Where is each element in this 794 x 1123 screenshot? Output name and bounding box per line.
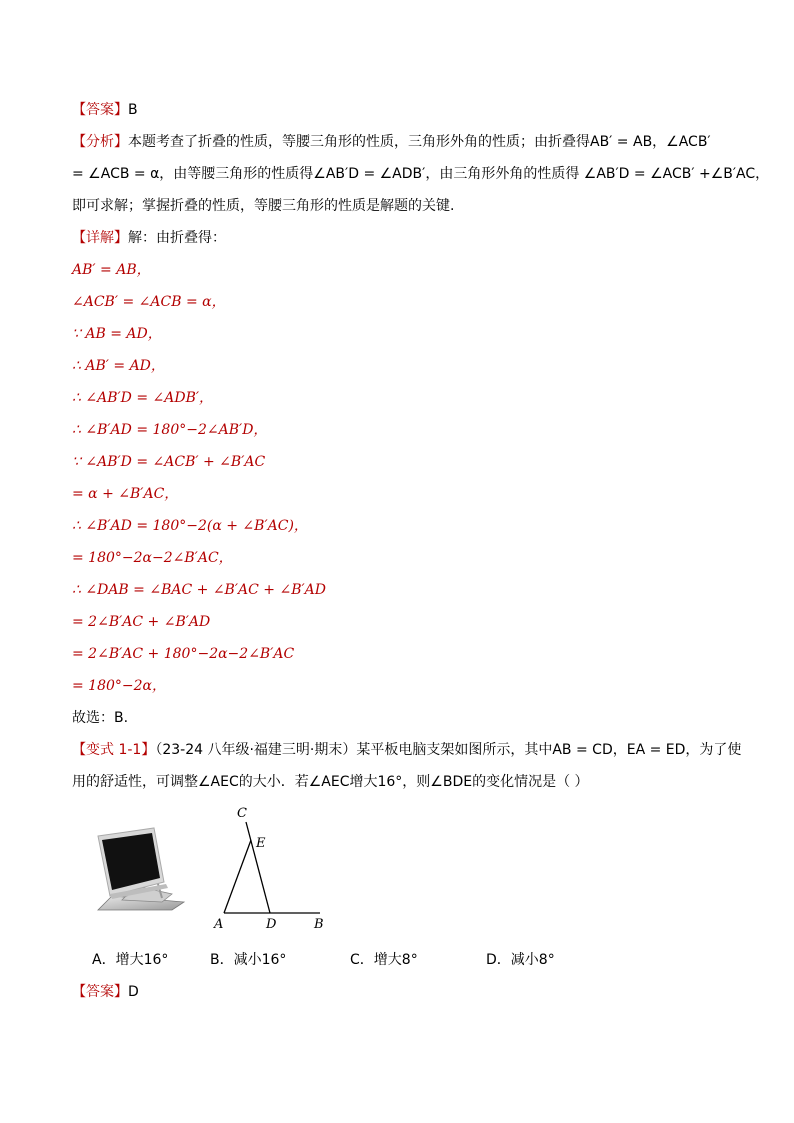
step-6: ∴ ∠B′AD = 180°−2∠AB′D， [72, 422, 268, 438]
option-b-letter: B． [210, 952, 234, 968]
point-label-A: A [214, 917, 224, 932]
option-c-letter: C． [350, 952, 374, 968]
variant-text-1: （23-24 八年级·福建三明·期末）某平板电脑支架如图所示，其中AB = CD，EA = ED，为了使 [155, 742, 742, 758]
step-14: = 180°−2α， [72, 678, 166, 694]
step-2: ∠ACB′ = ∠ACB = α， [72, 294, 226, 310]
conclusion: 故选：B. [72, 710, 129, 726]
option-d[interactable] [486, 950, 555, 970]
option-c[interactable] [350, 950, 418, 970]
segment-AE [224, 840, 251, 913]
answer-label-2: 【答案】 [72, 984, 128, 1000]
step-9: ∴ ∠B′AD = 180°−2(α + ∠B′AC)， [72, 518, 308, 534]
step-11: ∴ ∠DAB = ∠BAC + ∠B′AC + ∠B′AD [72, 582, 326, 598]
analysis-line-1 [72, 132, 732, 152]
step-13: = 2∠B′AC + 180°−2α−2∠B′AC [72, 646, 295, 662]
option-a-letter: A． [92, 952, 116, 968]
option-a-text: 增大16° [115, 952, 169, 968]
point-label-E: E [256, 836, 266, 851]
option-d-letter: D． [486, 952, 511, 968]
analysis-line-2: = ∠ACB = α，由等腰三角形的性质得∠AB′D = ∠ADB′，由三角形外角的性质得 ∠AB′D = ∠ACB′ +∠B′AC， [72, 166, 770, 182]
step-10: = 180°−2α−2∠B′AC， [72, 550, 233, 566]
variant-line-1 [72, 740, 742, 760]
answer-line-1 [72, 100, 732, 120]
geometry-figure [206, 802, 336, 934]
step-5: ∴ ∠AB′D = ∠ADB′， [72, 390, 214, 406]
option-b[interactable] [210, 950, 286, 970]
step-4: ∴ AB′ = AD， [72, 358, 165, 374]
step-12: = 2∠B′AC + ∠B′AD [72, 614, 211, 630]
option-d-text: 减小8° [510, 952, 555, 968]
answer-value: B [128, 102, 138, 118]
step-3: ∵ AB = AD， [72, 326, 162, 342]
answer-line-2 [72, 982, 732, 1002]
point-label-C: C [237, 806, 247, 821]
tablet-stand-photo [92, 826, 188, 922]
step-8: = α + ∠B′AC， [72, 486, 179, 502]
option-c-text: 增大8° [373, 952, 418, 968]
answer-value-2: D [128, 984, 139, 1000]
variant-line-2: 用的舒适性，可调整∠AEC的大小．若∠AEC增大16°，则∠BDE的变化情况是（ ） [72, 774, 589, 790]
analysis-line-3: 即可求解；掌握折叠的性质，等腰三角形的性质是解题的关键. [72, 198, 455, 214]
answer-label: 【答案】 [72, 102, 128, 118]
step-1: AB′ = AB， [72, 262, 151, 278]
point-label-B: B [314, 917, 324, 932]
detail-intro: 解：由折叠得： [128, 230, 226, 246]
point-label-D: D [266, 917, 277, 932]
detail-line [72, 228, 732, 248]
analysis-label: 【分析】 [72, 134, 128, 150]
detail-label: 【详解】 [72, 230, 128, 246]
analysis-text-1: 本题考查了折叠的性质，等腰三角形的性质，三角形外角的性质；由折叠得AB′ = AB，∠ACB′ [128, 134, 711, 150]
option-b-text: 减小16° [233, 952, 287, 968]
step-7: ∵ ∠AB′D = ∠ACB′ + ∠B′AC [72, 454, 266, 470]
variant-label: 【变式 1-1】 [72, 742, 156, 758]
option-a[interactable] [92, 950, 168, 970]
